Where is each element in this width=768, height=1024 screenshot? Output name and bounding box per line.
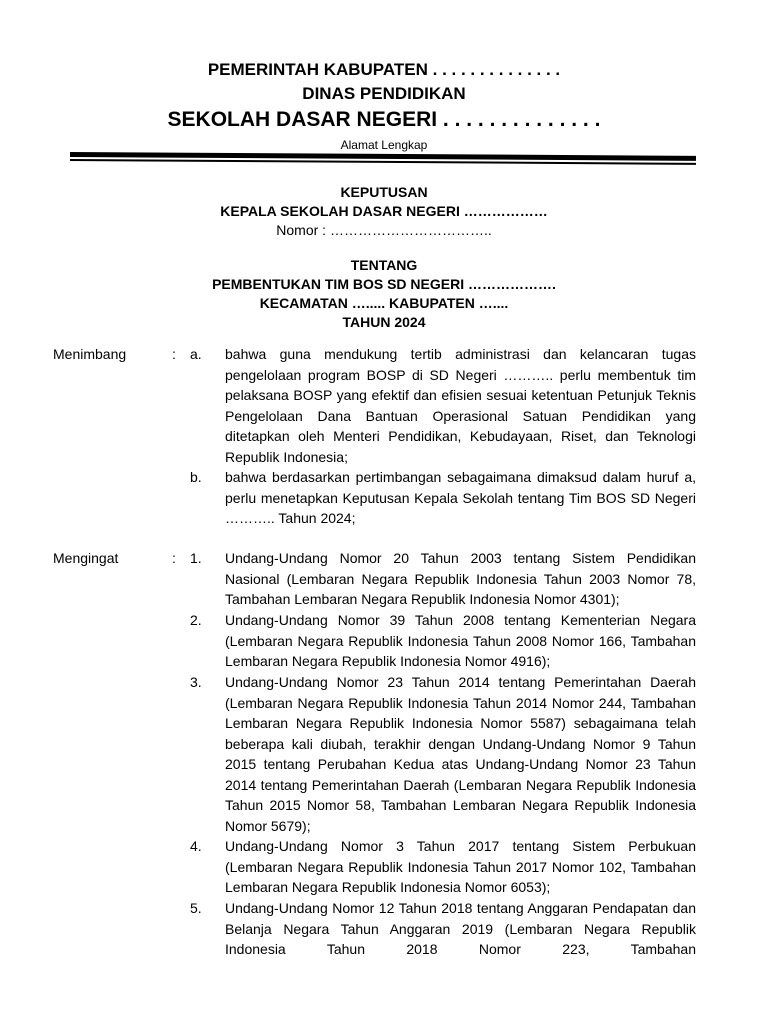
item-marker: 5. <box>190 900 202 916</box>
letterhead <box>0 58 768 154</box>
decree-issuer: KEPALA SEKOLAH DASAR NEGERI ……………… <box>220 203 548 219</box>
item-text: bahwa berdasarkan pertimbangan sebagaimana dimaksud dalam huruf a, perlu menetapkan Keputusan Kepala Sekolah tentang Tim BOS SD Negeri ……….. Tahun 2024; <box>225 469 696 526</box>
item-text: Undang-Undang Nomor 39 Tahun 2008 tentang Kementerian Negara (Lembaran Negara Republik Indonesia Tahun 2008 Nomor 166, Tambahan Lembaran Negara Republik Indonesia Nomor 4916); <box>225 612 696 669</box>
item-text: Undang-Undang Nomor 3 Tahun 2017 tentang Sistem Perbukuan (Lembaran Negara Republik Indonesia Tahun 2017 Nomor 102, Tambahan Lembaran Negara Republik Indonesia Nomor 6053); <box>225 838 696 895</box>
menimbang-label: Menimbang <box>53 346 127 362</box>
decree-subject-line1: PEMBENTUKAN TIM BOS SD NEGERI ………………. <box>212 276 556 292</box>
school-address: Alamat Lengkap <box>340 138 428 152</box>
item-text: bahwa guna mendukung tertib administrasi dan kelancaran tugas pengelolaan program BOSP di SD Negeri ……….. perlu membentuk tim pelaksana BOSP yang efektif dan efisien sesuai ketentuan Petunjuk Teknis Pengelolaan Dana Bantuan Operasional Satuan Pendidikan yang ditetapkan oleh Menteri Pendidikan, Kebudayaan, Riset, dan Teknologi Republik Indonesia; <box>225 346 696 465</box>
decree-subject-line2: KECAMATAN …..... KABUPATEN ….... <box>259 295 509 311</box>
mengingat-colon: : <box>172 550 176 566</box>
mengingat-label: Mengingat <box>53 550 119 566</box>
decree-title: KEPUTUSAN <box>340 184 428 200</box>
item-marker: 4. <box>190 838 202 854</box>
item-marker: 1. <box>190 550 202 566</box>
item-text: Undang-Undang Nomor 12 Tahun 2018 tentang Anggaran Pendapatan dan Belanja Negara Tahun Anggaran 2019 (Lembaran Negara Republik Indonesia Tahun 2018 Nomor 223, Tambahan <box>225 900 696 957</box>
decree-number: Nomor : …………………………….. <box>276 222 492 238</box>
decree-about: TENTANG <box>350 257 418 273</box>
school-heading: SEKOLAH DASAR NEGERI . . . . . . . . . . . . . . <box>167 108 601 131</box>
decree-header <box>0 183 768 240</box>
item-marker: 2. <box>190 612 202 628</box>
item-marker: 3. <box>190 674 202 690</box>
item-text: Undang-Undang Nomor 20 Tahun 2003 tentang Sistem Pendidikan Nasional (Lembaran Negara Republik Indonesia Tahun 2003 Nomor 78, Tambahan Lembaran Negara Republik Indonesia Nomor 4301); <box>225 550 696 607</box>
item-marker: a. <box>190 346 202 362</box>
item-marker: b. <box>190 469 202 485</box>
department-heading: DINAS PENDIDIKAN <box>302 84 466 103</box>
item-text: Undang-Undang Nomor 23 Tahun 2014 tentang Pemerintahan Daerah (Lembaran Negara Republik Indonesia Tahun 2014 Nomor 244, Tambahan Lembaran Negara Republik Indonesia Nomor 5587) sebagaimana telah beberapa kali diubah, terakhir dengan Undang-Undang Nomor 9 Tahun 2015 tentang Perubahan Kedua atas Undang-Undang Nomor 23 Tahun 2014 tentang Pemerintahan Daerah (Lembaran Negara Republik Indonesia Tahun 2015 Nomor 58, Tambahan Lembaran Negara Republik Indonesia Nomor 5679); <box>225 674 696 834</box>
decree-year: TAHUN 2024 <box>342 314 426 330</box>
government-heading: PEMERINTAH KABUPATEN . . . . . . . . . . . . . . <box>207 60 561 79</box>
menimbang-colon: : <box>172 346 176 362</box>
decree-subject <box>0 256 768 332</box>
